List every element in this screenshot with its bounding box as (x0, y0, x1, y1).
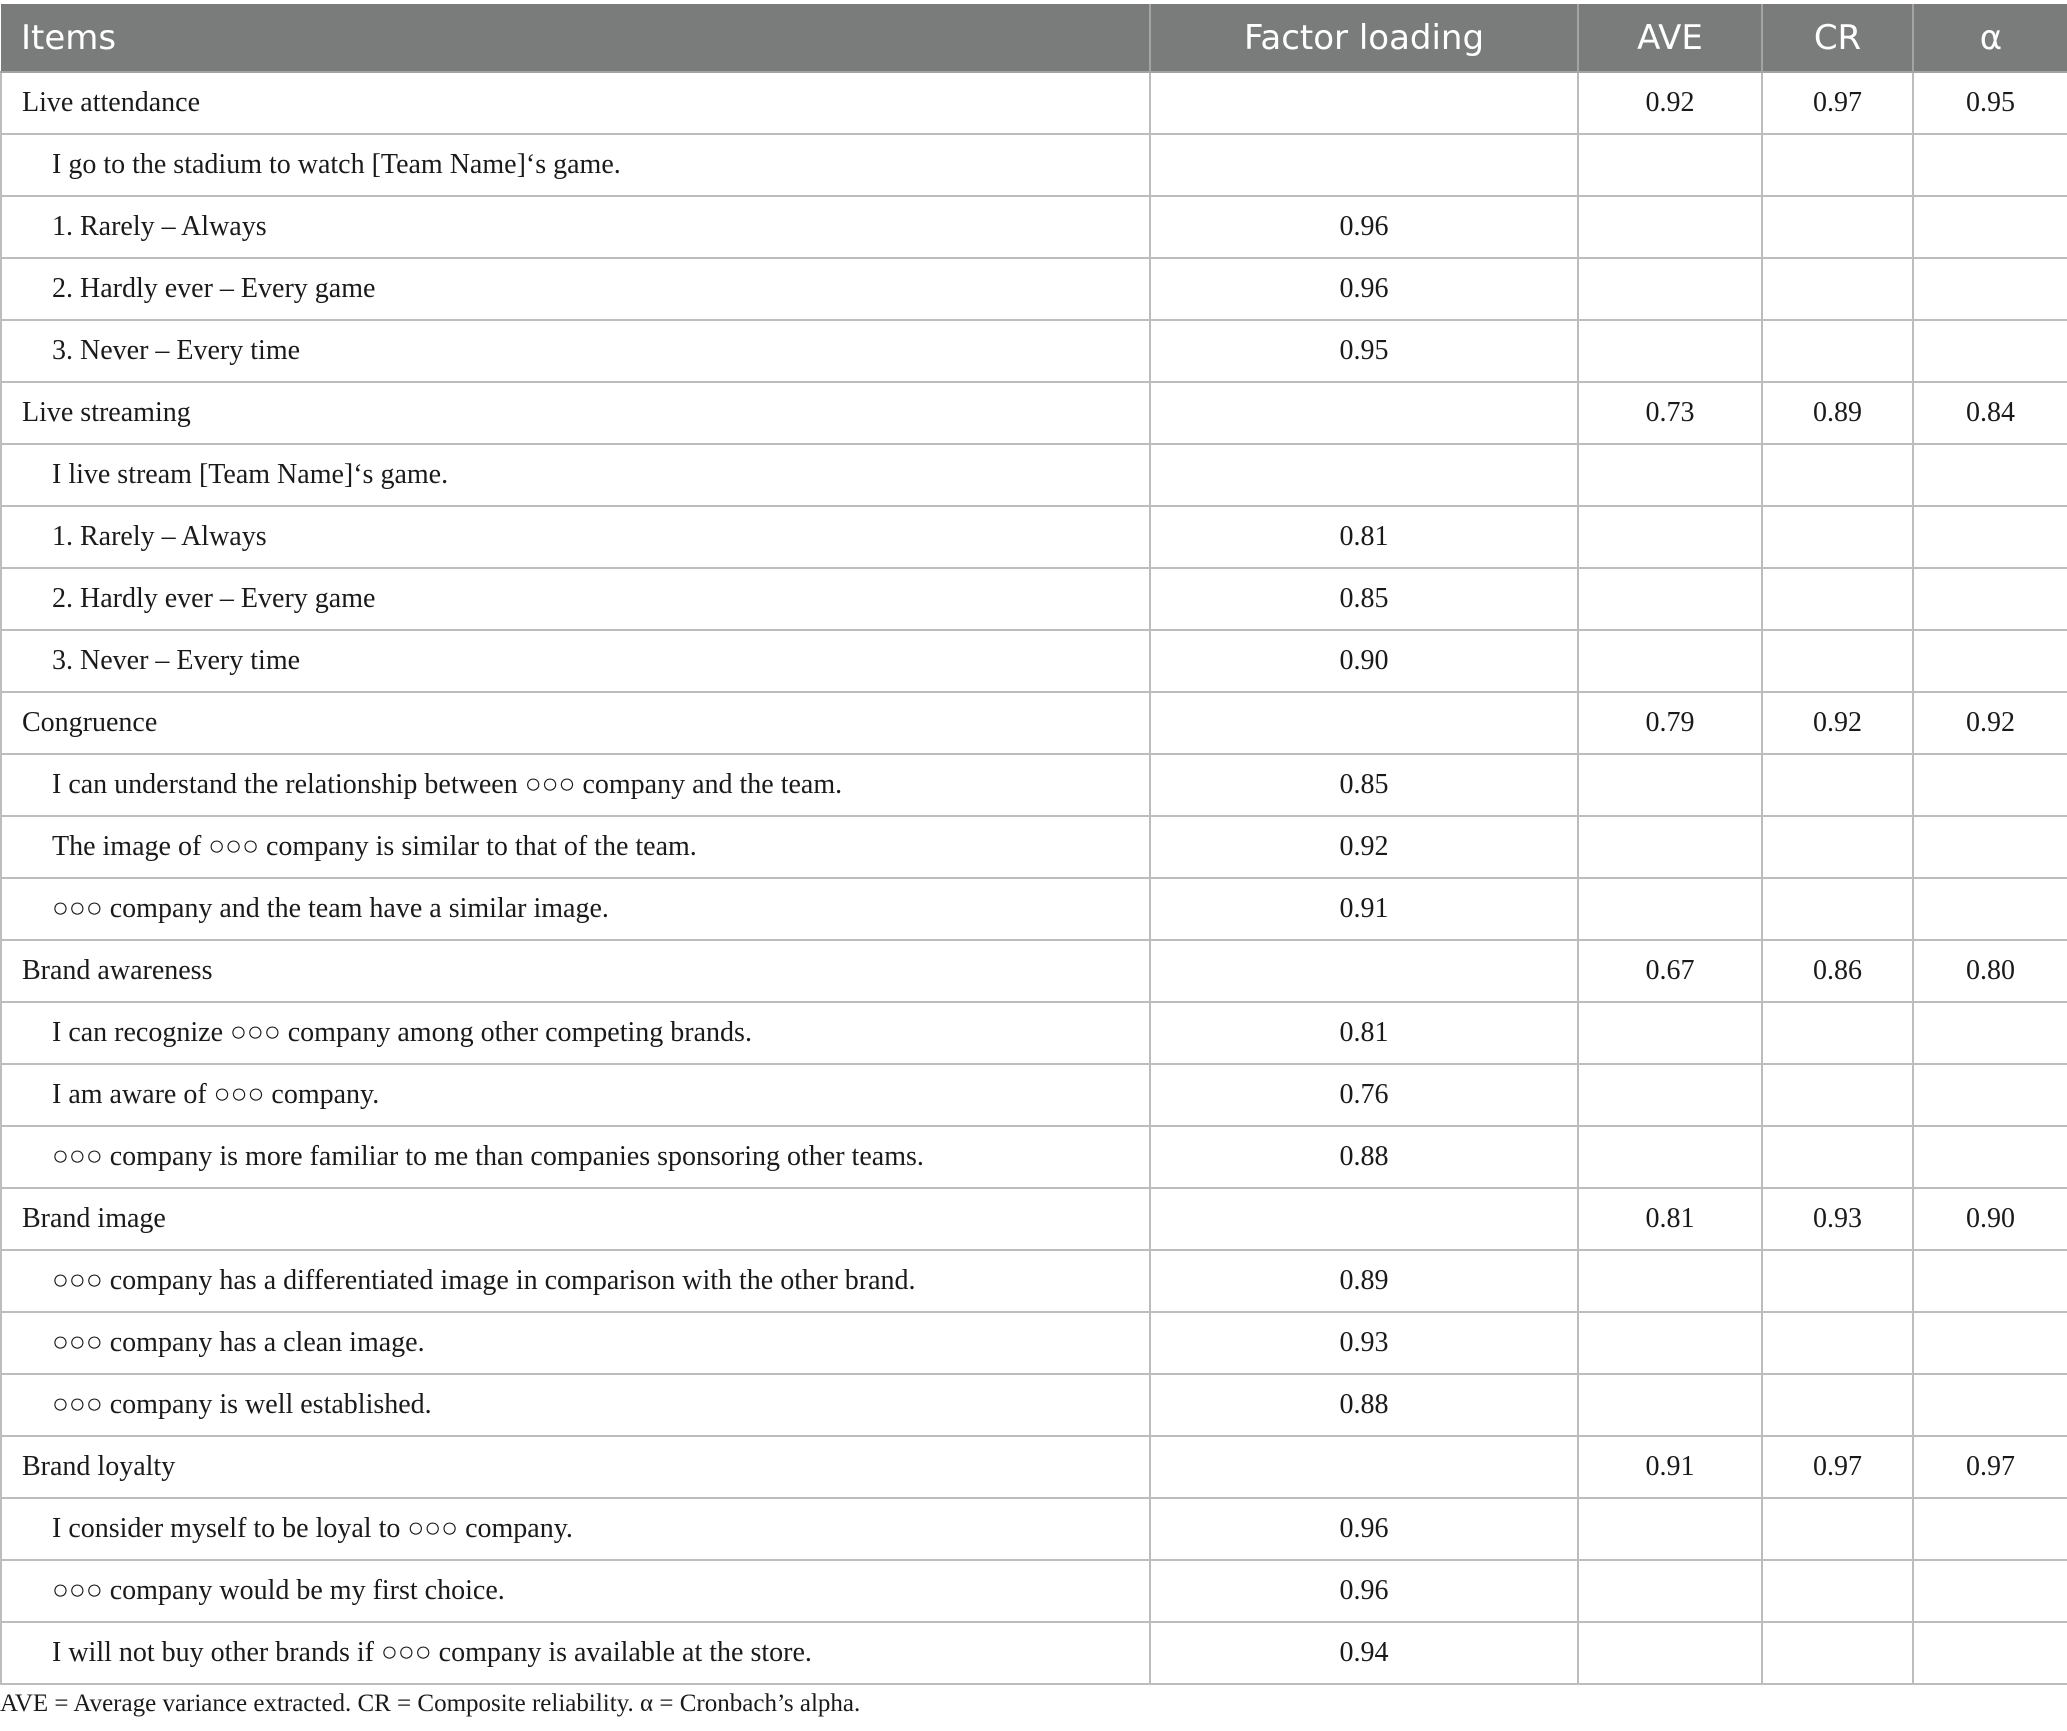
item-row (1, 754, 2067, 816)
item-row (1, 1498, 2067, 1560)
ave-cell (1578, 630, 1762, 692)
alpha-cell: 0.80 (1913, 940, 2067, 1002)
ave-cell (1578, 1498, 1762, 1560)
item-row (1, 320, 2067, 382)
cr-cell: 0.89 (1762, 382, 1913, 444)
alpha-cell (1913, 1374, 2067, 1436)
item-label-cell: I am aware of ○○○ company. (1, 1064, 1150, 1126)
cr-cell (1762, 1312, 1913, 1374)
item-row (1, 630, 2067, 692)
factor-loading-cell: 0.96 (1150, 1560, 1578, 1622)
ave-cell (1578, 568, 1762, 630)
cr-cell (1762, 878, 1913, 940)
cr-cell (1762, 1002, 1913, 1064)
factor-loading-cell: 0.94 (1150, 1622, 1578, 1684)
ave-cell: 0.92 (1578, 72, 1762, 134)
ave-cell (1578, 1126, 1762, 1188)
ave-cell: 0.81 (1578, 1188, 1762, 1250)
item-label-cell: 3. Never – Every time (1, 320, 1150, 382)
ave-cell (1578, 258, 1762, 320)
alpha-cell: 0.84 (1913, 382, 2067, 444)
construct-row (1, 1188, 2067, 1250)
factor-loading-cell: 0.88 (1150, 1374, 1578, 1436)
item-label-cell: ○○○ company has a differentiated image in comparison with the other brand. (1, 1250, 1150, 1312)
item-label-cell: 2. Hardly ever – Every game (1, 258, 1150, 320)
alpha-cell (1913, 816, 2067, 878)
factor-loading-cell: 0.76 (1150, 1064, 1578, 1126)
cr-cell: 0.93 (1762, 1188, 1913, 1250)
item-row (1, 1250, 2067, 1312)
factor-loading-cell (1150, 72, 1578, 134)
header-factor-loading: Factor loading (1150, 4, 1578, 72)
ave-cell: 0.73 (1578, 382, 1762, 444)
item-label-cell: Live streaming (1, 382, 1150, 444)
factor-loading-cell: 0.93 (1150, 1312, 1578, 1374)
alpha-cell (1913, 878, 2067, 940)
factor-loading-cell (1150, 692, 1578, 754)
ave-cell (1578, 506, 1762, 568)
ave-cell: 0.67 (1578, 940, 1762, 1002)
item-label-cell: Congruence (1, 692, 1150, 754)
item-label-cell: I can recognize ○○○ company among other competing brands. (1, 1002, 1150, 1064)
item-label-cell: 1. Rarely – Always (1, 196, 1150, 258)
alpha-cell: 0.95 (1913, 72, 2067, 134)
factor-loading-cell (1150, 1188, 1578, 1250)
cr-cell (1762, 196, 1913, 258)
alpha-cell (1913, 1250, 2067, 1312)
alpha-cell (1913, 1064, 2067, 1126)
item-row (1, 568, 2067, 630)
alpha-cell (1913, 1002, 2067, 1064)
ave-cell (1578, 1374, 1762, 1436)
header-alpha: α (1913, 4, 2067, 72)
item-label-cell: I can understand the relationship between ○○○ company and the team. (1, 754, 1150, 816)
table-container (0, 4, 2067, 1685)
factor-loading-cell (1150, 940, 1578, 1002)
item-row (1, 1312, 2067, 1374)
factor-loading-cell (1150, 134, 1578, 196)
ave-cell (1578, 134, 1762, 196)
item-label-cell: ○○○ company is well established. (1, 1374, 1150, 1436)
factor-loading-cell: 0.96 (1150, 258, 1578, 320)
cr-cell (1762, 816, 1913, 878)
item-label-cell: Brand image (1, 1188, 1150, 1250)
item-row (1, 196, 2067, 258)
item-row (1, 444, 2067, 506)
alpha-cell (1913, 1126, 2067, 1188)
header-row (1, 4, 2067, 72)
alpha-cell (1913, 1560, 2067, 1622)
alpha-cell (1913, 196, 2067, 258)
cr-cell (1762, 1250, 1913, 1312)
header-ave: AVE (1578, 4, 1762, 72)
alpha-cell (1913, 754, 2067, 816)
alpha-cell (1913, 1312, 2067, 1374)
ave-cell (1578, 1622, 1762, 1684)
item-row (1, 816, 2067, 878)
item-label-cell: I will not buy other brands if ○○○ company is available at the store. (1, 1622, 1150, 1684)
alpha-cell (1913, 630, 2067, 692)
item-label-cell: 1. Rarely – Always (1, 506, 1150, 568)
item-label-cell: I go to the stadium to watch [Team Name]‘s game. (1, 134, 1150, 196)
alpha-cell (1913, 258, 2067, 320)
cr-cell (1762, 1498, 1913, 1560)
item-row (1, 1374, 2067, 1436)
item-row (1, 506, 2067, 568)
item-label-cell: 3. Never – Every time (1, 630, 1150, 692)
item-label-cell: The image of ○○○ company is similar to that of the team. (1, 816, 1150, 878)
cr-cell (1762, 754, 1913, 816)
factor-loading-cell: 0.96 (1150, 196, 1578, 258)
ave-cell (1578, 1312, 1762, 1374)
item-row (1, 134, 2067, 196)
cr-cell (1762, 258, 1913, 320)
factor-loading-cell (1150, 1436, 1578, 1498)
construct-row (1, 72, 2067, 134)
item-label-cell: Live attendance (1, 72, 1150, 134)
factor-loading-cell: 0.95 (1150, 320, 1578, 382)
alpha-cell: 0.92 (1913, 692, 2067, 754)
cr-cell (1762, 1622, 1913, 1684)
ave-cell (1578, 196, 1762, 258)
cr-cell: 0.86 (1762, 940, 1913, 1002)
factor-loading-cell: 0.85 (1150, 568, 1578, 630)
ave-cell (1578, 878, 1762, 940)
construct-row (1, 1436, 2067, 1498)
alpha-cell (1913, 320, 2067, 382)
cr-cell: 0.97 (1762, 72, 1913, 134)
cr-cell (1762, 1126, 1913, 1188)
ave-cell (1578, 1002, 1762, 1064)
factor-loading-cell (1150, 444, 1578, 506)
header-cr: CR (1762, 4, 1913, 72)
item-label-cell: ○○○ company would be my first choice. (1, 1560, 1150, 1622)
construct-row (1, 692, 2067, 754)
factor-loading-cell: 0.89 (1150, 1250, 1578, 1312)
table-body (1, 72, 2067, 1684)
construct-row (1, 382, 2067, 444)
factor-loading-cell: 0.85 (1150, 754, 1578, 816)
cr-cell (1762, 444, 1913, 506)
item-row (1, 1622, 2067, 1684)
ave-cell (1578, 1064, 1762, 1126)
item-row (1, 1560, 2067, 1622)
cr-cell (1762, 134, 1913, 196)
item-label-cell: ○○○ company and the team have a similar image. (1, 878, 1150, 940)
item-row (1, 878, 2067, 940)
table-header (1, 4, 2067, 72)
item-row (1, 1002, 2067, 1064)
item-row (1, 1126, 2067, 1188)
alpha-cell (1913, 1622, 2067, 1684)
cr-cell (1762, 320, 1913, 382)
cr-cell (1762, 630, 1913, 692)
ave-cell (1578, 754, 1762, 816)
item-row (1, 1064, 2067, 1126)
factor-loading-cell (1150, 382, 1578, 444)
cr-cell (1762, 1064, 1913, 1126)
ave-cell (1578, 1250, 1762, 1312)
factor-loading-cell: 0.88 (1150, 1126, 1578, 1188)
ave-cell: 0.79 (1578, 692, 1762, 754)
factor-loading-cell: 0.91 (1150, 878, 1578, 940)
factor-loading-cell: 0.81 (1150, 506, 1578, 568)
table-footnote: AVE = Average variance extracted. CR = Composite reliability. α = Cronbach’s alpha. (0, 1690, 861, 1717)
factor-loading-cell: 0.90 (1150, 630, 1578, 692)
alpha-cell (1913, 134, 2067, 196)
ave-cell (1578, 816, 1762, 878)
item-label-cell: ○○○ company is more familiar to me than companies sponsoring other teams. (1, 1126, 1150, 1188)
alpha-cell (1913, 444, 2067, 506)
item-label-cell: ○○○ company has a clean image. (1, 1312, 1150, 1374)
factor-loading-cell: 0.81 (1150, 1002, 1578, 1064)
cr-cell (1762, 568, 1913, 630)
item-label-cell: 2. Hardly ever – Every game (1, 568, 1150, 630)
alpha-cell: 0.90 (1913, 1188, 2067, 1250)
cr-cell: 0.97 (1762, 1436, 1913, 1498)
factor-loading-cell: 0.92 (1150, 816, 1578, 878)
construct-row (1, 940, 2067, 1002)
cr-cell (1762, 506, 1913, 568)
item-row (1, 258, 2067, 320)
ave-cell (1578, 444, 1762, 506)
header-items: Items (1, 4, 1150, 72)
item-label-cell: I live stream [Team Name]‘s game. (1, 444, 1150, 506)
alpha-cell: 0.97 (1913, 1436, 2067, 1498)
ave-cell (1578, 320, 1762, 382)
factor-loading-cell: 0.96 (1150, 1498, 1578, 1560)
cr-cell: 0.92 (1762, 692, 1913, 754)
item-label-cell: Brand awareness (1, 940, 1150, 1002)
ave-cell: 0.91 (1578, 1436, 1762, 1498)
alpha-cell (1913, 568, 2067, 630)
item-label-cell: I consider myself to be loyal to ○○○ company. (1, 1498, 1150, 1560)
measurement-table (0, 4, 2067, 1685)
item-label-cell: Brand loyalty (1, 1436, 1150, 1498)
alpha-cell (1913, 1498, 2067, 1560)
ave-cell (1578, 1560, 1762, 1622)
alpha-cell (1913, 506, 2067, 568)
cr-cell (1762, 1374, 1913, 1436)
cr-cell (1762, 1560, 1913, 1622)
